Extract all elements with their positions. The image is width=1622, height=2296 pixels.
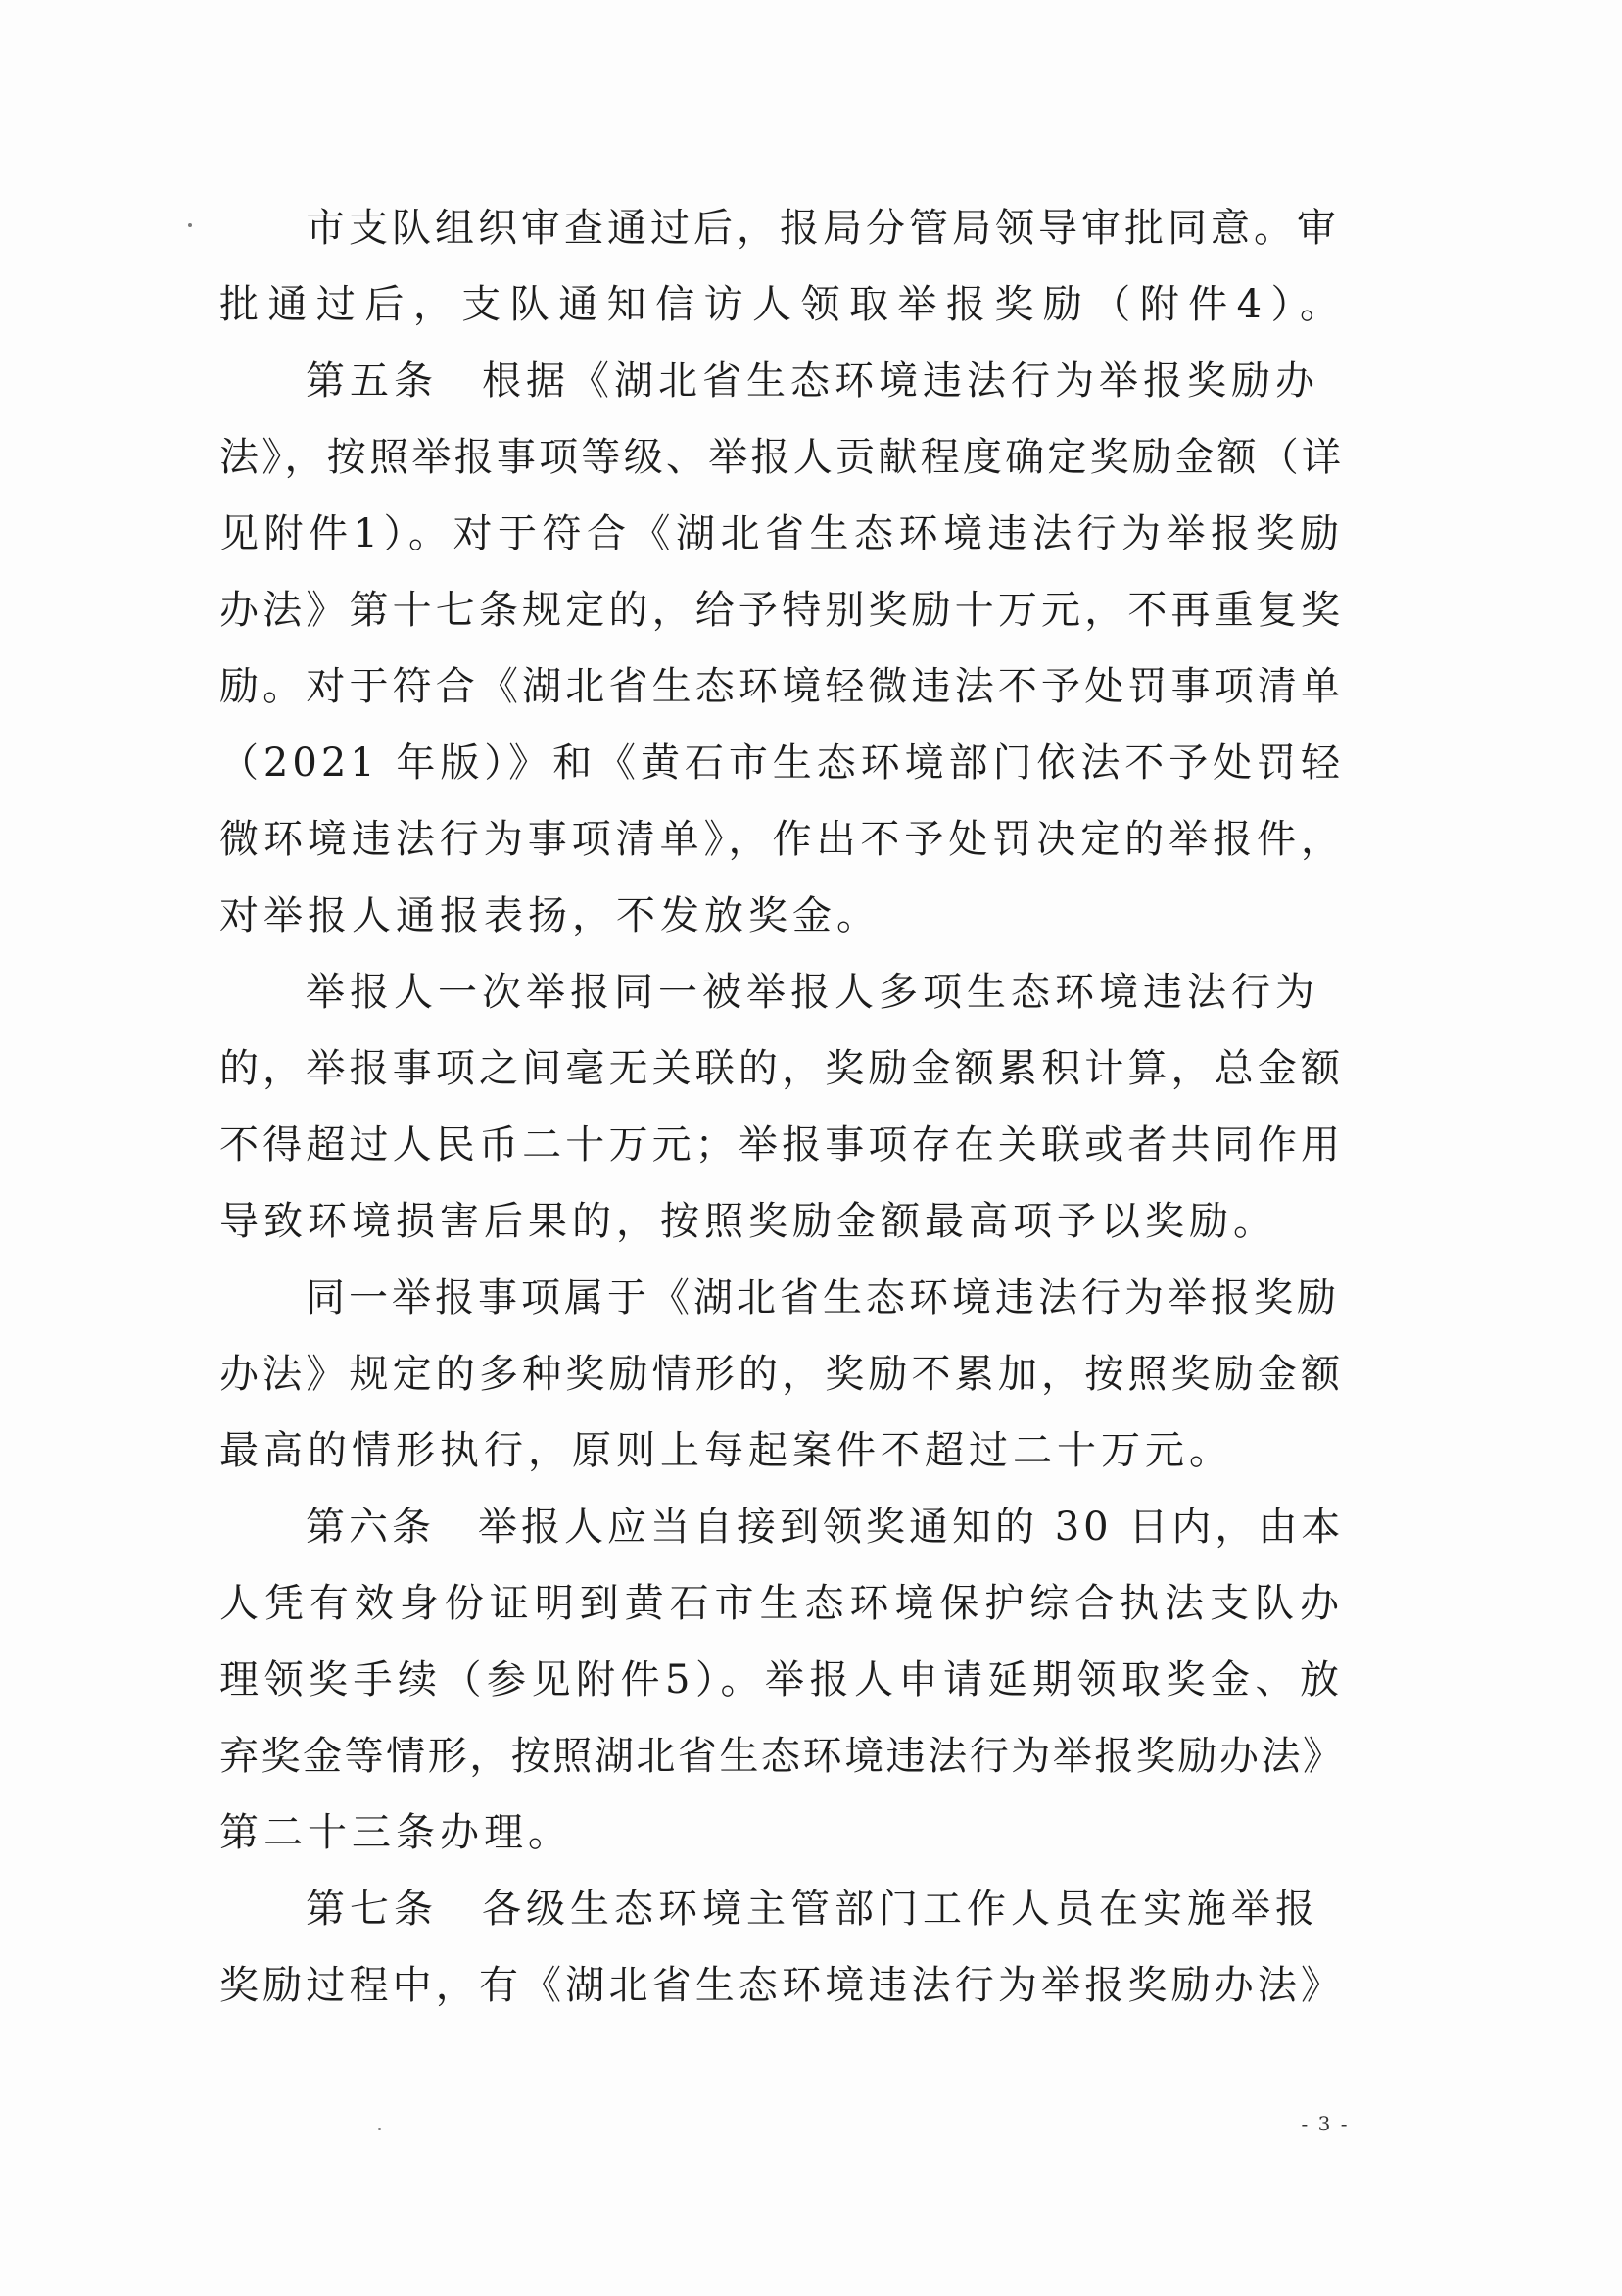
text-line: 奖励过程中，有《湖北省生态环境违法行为举报奖励办法》 bbox=[219, 1963, 1344, 2008]
article-5-heading-line: 第五条 根据《湖北省生态环境违法行为举报奖励办 bbox=[306, 359, 1319, 404]
page-number: - 3 - bbox=[1301, 2112, 1350, 2135]
scan-speck bbox=[188, 223, 192, 227]
text-line: 办法》第十七条规定的，给予特别奖励十万元，不再重复奖 bbox=[219, 588, 1344, 633]
text-line: 批通过后，支队通知信访人领取举报奖励（附件4）。 bbox=[219, 282, 1344, 327]
text-line: 第二十三条办理。 bbox=[219, 1810, 572, 1855]
text-line: 不得超过人民币二十万元；举报事项存在关联或者共同作用 bbox=[219, 1123, 1344, 1168]
text-line: 励。对于符合《湖北省生态环境轻微违法不予处罚事项清单 bbox=[219, 664, 1344, 709]
text-line: 办法》规定的多种奖励情形的，奖励不累加，按照奖励金额 bbox=[219, 1352, 1344, 1397]
text-line: 见附件1）。对于符合《湖北省生态环境违法行为举报奖励 bbox=[219, 511, 1344, 556]
text-line: 理领奖手续（参见附件5）。举报人申请延期领取奖金、放 bbox=[219, 1657, 1344, 1702]
article-7-heading-line: 第七条 各级生态环境主管部门工作人员在实施举报 bbox=[306, 1887, 1319, 1932]
text-line: 市支队组织审查通过后，报局分管局领导审批同意。审 bbox=[306, 206, 1340, 251]
text-line: 对举报人通报表扬，不发放奖金。 bbox=[219, 893, 881, 938]
text-line: 法》，按照举报事项等级、举报人贡献程度确定奖励金额（详 bbox=[219, 435, 1344, 480]
text-line: 微环境违法行为事项清单》，作出不予处罚决定的举报件， bbox=[219, 817, 1344, 862]
text-line: （2021 年版）》和《黄石市生态环境部门依法不予处罚轻 bbox=[219, 741, 1344, 786]
text-line: 的，举报事项之间毫无关联的，奖励金额累积计算，总金额 bbox=[219, 1046, 1344, 1091]
text-line: 人凭有效身份证明到黄石市生态环境保护综合执法支队办 bbox=[219, 1581, 1344, 1626]
text-line: 导致环境损害后果的，按照奖励金额最高项予以奖励。 bbox=[219, 1199, 1277, 1244]
text-line: 同一举报事项属于《湖北省生态环境违法行为举报奖励 bbox=[306, 1275, 1340, 1320]
text-line: 最高的情形执行，原则上每起案件不超过二十万元。 bbox=[219, 1428, 1233, 1473]
scan-speck bbox=[378, 2128, 381, 2130]
text-line: 弃奖金等情形，按照湖北省生态环境违法行为举报奖励办法》 bbox=[219, 1734, 1344, 1779]
article-6-heading-line: 第六条 举报人应当自接到领奖通知的 30 日内，由本 bbox=[306, 1505, 1345, 1550]
text-line: 举报人一次举报同一被举报人多项生态环境违法行为 bbox=[306, 970, 1319, 1015]
